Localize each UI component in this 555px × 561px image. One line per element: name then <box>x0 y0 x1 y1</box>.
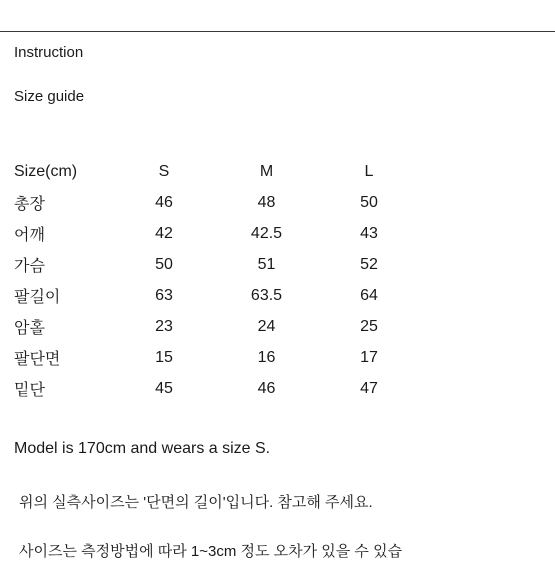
cell-s: 15 <box>155 348 173 366</box>
model-note: Model is 170cm and wears a size S. <box>14 440 271 457</box>
column-header-m: M <box>259 162 274 180</box>
table-row <box>14 342 419 373</box>
row-label: 총장 <box>14 196 45 213</box>
cell-l: 47 <box>360 379 378 397</box>
row-label: 팔길이 <box>14 289 61 306</box>
error-margin-note: 사이즈는 측정방법에 따라 1~3cm 정도 오차가 있을 수 있습 <box>19 543 403 560</box>
cell-l: 50 <box>360 193 378 211</box>
row-label: 팔단면 <box>14 351 61 368</box>
cell-m: 46 <box>257 379 276 397</box>
table-row <box>14 249 419 280</box>
cell-s: 45 <box>155 379 173 397</box>
cell-l: 25 <box>360 317 378 335</box>
header-divider <box>0 31 555 32</box>
cell-m: 51 <box>257 255 276 273</box>
cell-m: 16 <box>257 348 276 366</box>
cell-m: 24 <box>257 317 276 335</box>
column-header-s: S <box>158 162 170 180</box>
table-row <box>14 373 419 404</box>
size-guide-heading: Size guide <box>14 88 85 105</box>
row-label: 암홀 <box>14 320 45 337</box>
cell-s: 23 <box>155 317 173 335</box>
cell-l: 43 <box>360 224 378 242</box>
row-label: 어깨 <box>14 227 45 244</box>
measurement-note: 위의 실측사이즈는 '단면의 길이'입니다. 참고해 주세요. <box>19 494 373 511</box>
cell-l: 17 <box>360 348 378 366</box>
size-table <box>14 156 419 404</box>
table-row <box>14 218 419 249</box>
cell-s: 42 <box>155 224 173 242</box>
cell-l: 64 <box>360 286 378 304</box>
column-header-size: Size(cm) <box>14 162 78 180</box>
row-label: 가슴 <box>14 258 45 275</box>
table-row <box>14 280 419 311</box>
cell-s: 63 <box>155 286 173 304</box>
instruction-heading: Instruction <box>14 44 84 61</box>
cell-m: 42.5 <box>250 224 283 242</box>
row-label: 밑단 <box>14 382 45 399</box>
column-header-l: L <box>364 162 374 180</box>
cell-s: 50 <box>155 255 173 273</box>
cell-m: 63.5 <box>250 286 283 304</box>
table-header-row <box>14 156 419 187</box>
cell-s: 46 <box>155 193 173 211</box>
table-row <box>14 187 419 218</box>
table-row <box>14 311 419 342</box>
cell-l: 52 <box>360 255 378 273</box>
cell-m: 48 <box>257 193 276 211</box>
